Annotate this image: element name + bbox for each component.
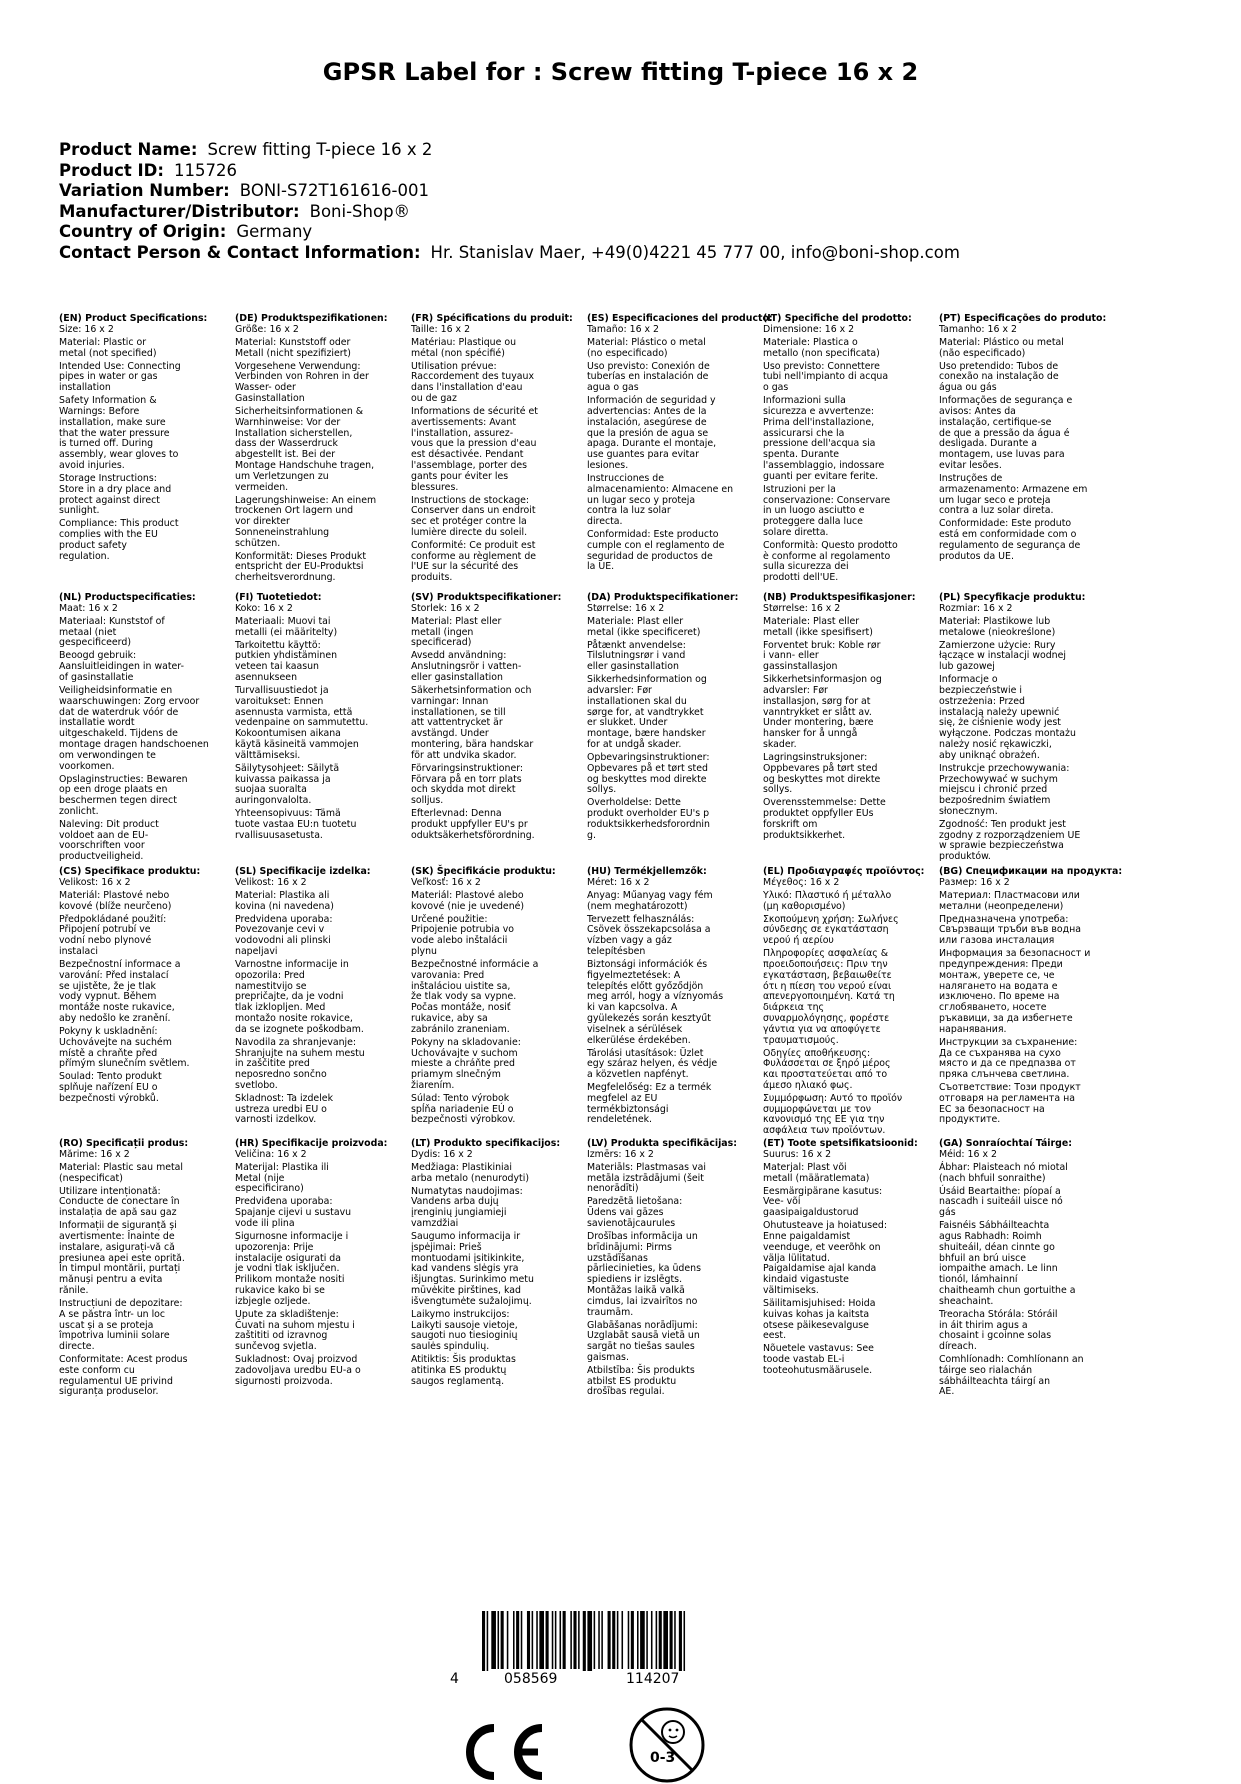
spec-paragraph: Biztonsági információk és figyelmeztetések: A telepítés előtt győződjön meg arról, hogy a víznyomás ki van kapcsolva. A gyülekezés során kesztyűt viselnek a sérülések elkerülése érdekében. <box>587 958 724 1046</box>
spec-paragraph: Anyag: Műanyag vagy fém (nem meghatározott) <box>587 889 713 912</box>
spec-paragraph: Material: Plástico o metal (no especificado) <box>587 336 706 359</box>
spec-paragraph: Størrelse: 16 x 2 <box>763 602 841 614</box>
spec-paragraph: Informacje o bezpieczeństwie i ostrzeżenia: Przed instalacją należy upewnić się, że ciśnienie wody jest wyłączone. Podczas montażu należy nosić rękawiczki, aby uniknąć obrażeń. <box>939 674 1076 761</box>
spec-paragraph: Opbevaringsinstruktioner: Opbevares på et tørt sted og beskyttes mod direkte sollys. <box>587 751 710 796</box>
barcode-bar <box>622 1611 624 1669</box>
spec-paragraph: Größe: 16 x 2 <box>235 323 299 335</box>
language-block <box>939 866 1123 1128</box>
language-block-title: (CS) Specifikace produktu: <box>59 866 201 877</box>
language-block <box>587 867 765 1128</box>
spec-paragraph: Informații de siguranță și avertismente: Înainte de instalare, asigurați-vă că presiunea apei este oprită. În timpul montării, purtați mănuși pentru a evita rănile. <box>59 1220 185 1296</box>
barcode-bar <box>679 1611 682 1671</box>
spec-paragraph: Bezpečnostní informace a varování: Před instalací se ujistěte, že je tlak vody vypnut. Během montáže noste rukavice, aby nedošlo ke zranění. <box>59 958 181 1024</box>
barcode-bar <box>532 1611 534 1669</box>
spec-paragraph: Velikost: 16 x 2 <box>59 876 131 888</box>
meta-label: Variation Number: <box>59 181 230 200</box>
meta-label: Product Name: <box>59 140 198 159</box>
spec-paragraph: Material: Plastic sau metal (nespecificat) <box>59 1161 184 1184</box>
barcode-bar <box>501 1611 504 1669</box>
barcode-bar <box>608 1611 611 1669</box>
spec-paragraph: Tárolási utasítások: Üzlet egy száraz helyen, és védje a közvetlen napfényt. <box>587 1047 718 1081</box>
spec-paragraph: Tamaño: 16 x 2 <box>587 323 660 335</box>
barcode-right-digits: 114207 <box>626 1671 680 1687</box>
spec-paragraph: Размер: 16 x 2 <box>939 876 1010 888</box>
meta-value: Screw fitting T-piece 16 x 2 <box>207 140 433 159</box>
spec-paragraph: Påtænkt anvendelse: Tilslutningsrør i vand eller gasinstallation <box>587 639 686 673</box>
barcode-lead-digit: 4 <box>450 1671 459 1687</box>
spec-paragraph: Storlek: 16 x 2 <box>411 602 480 614</box>
meta-value: 115726 <box>173 160 237 180</box>
spec-paragraph: Ohutusteave ja hoiatused: Enne paigaldamist veenduge, et veerõhk on välja lülitatud. Paigaldamise ajal kanda kindaid vigastuste vältimiseks. <box>763 1220 887 1296</box>
spec-paragraph: Tarkoitettu käyttö: putkien yhdistäminen veteen tai kaasun asennukseen <box>235 639 338 683</box>
spec-paragraph: Información de seguridad y advertencias: Antes de la instalación, asegúrese de que la presión de agua se apaga. Durante el montaje, use guantes para evitar lesiones. <box>587 395 717 471</box>
spec-paragraph: Conformidade: Este produto está em conformidade com o regulamento de segurança de produtos da UE. <box>939 518 1081 562</box>
spec-paragraph: Conformité: Ce produit est conforme au règlement de l'UE sur la sécurité des produits. <box>411 539 537 584</box>
spec-paragraph: Saugumo informacija ir įspėjimai: Prieš montuodami įsitikinkite, kad vandens slėgis yra išjungtas. Surinkimo metu mūvėkite pirštines, kad išvengtumėte sužalojimų. <box>411 1230 534 1307</box>
svg-text:0-3: 0-3 <box>650 1750 676 1766</box>
spec-paragraph: Bezpečnostné informácie a varovania: Pred inštaláciou uistite sa, že tlak vody sa vypne. Počas montáže, nosiť rukavice, aby sa zabránilo zraneniam. <box>411 958 539 1035</box>
spec-paragraph: Material: Plast eller metall (ingen specificerad) <box>411 615 502 649</box>
spec-paragraph: Materiaal: Kunststof of metaal (niet gespecificeerd) <box>59 615 165 649</box>
language-block-title: (HU) Termékjellemzők: <box>587 866 707 877</box>
meta-value: Boni-Shop® <box>309 201 411 221</box>
barcode-bar <box>546 1611 549 1669</box>
meta-label: Country of Origin: <box>59 222 227 241</box>
language-block-title: (FI) Tuotetiedot: <box>235 592 322 603</box>
spec-paragraph: Mărime: 16 x 2 <box>59 1148 130 1160</box>
language-block <box>763 314 941 586</box>
language-block <box>587 1139 765 1400</box>
spec-paragraph: Materiale: Plast eller metal (ikke specificeret) <box>587 615 701 638</box>
barcode-bar <box>601 1611 603 1669</box>
language-block <box>235 314 413 586</box>
spec-paragraph: Sikkerhedsinformation og advarsler: Før installationen skal du sørge for, at vandtrykket er slukket. Under montage, bære handsker for at undgå skader. <box>587 674 707 750</box>
spec-paragraph: Upute za skladištenje: Čuvati na suhom mjestu i zaštititi od izravnog sunčevog svjetla. <box>235 1308 355 1353</box>
spec-paragraph: Overholdelse: Dette produkt overholder EU's p roduktsikkerhedsforordnin g. <box>587 797 710 841</box>
spec-paragraph: Konformität: Dieses Produkt entspricht der EU-Produktsi cherheitsverordnung. <box>235 550 367 584</box>
spec-paragraph: Uso previsto: Connettere tubi nell'impianto di acqua o gas <box>763 360 889 394</box>
spec-paragraph: Určené použitie: Pripojenie potrubia vo vode alebo inštalácii plynu <box>411 913 515 957</box>
barcode-bar <box>684 1611 686 1671</box>
barcode-bar <box>617 1611 619 1669</box>
barcode-bar <box>674 1611 676 1669</box>
spec-paragraph: Förvaringsinstruktioner: Förvara på en torr plats och skydda mot direkt solljus. <box>411 762 524 807</box>
spec-paragraph: Materjal: Plast või metall (määratlemata) <box>763 1161 870 1184</box>
spec-paragraph: Material: Plastic or metal (not specified) <box>59 336 157 359</box>
barcode-bar <box>670 1611 673 1669</box>
meta-row <box>59 140 1199 161</box>
spec-paragraph: Material: Kunststoff oder Metall (nicht spezifiziert) <box>235 336 351 359</box>
language-block <box>939 1139 1117 1400</box>
spec-paragraph: Materiał: Plastikowe lub metalowe (nieokreślone) <box>939 615 1056 638</box>
spec-paragraph: Utilisation prévue: Raccordement des tuyaux dans l'installation d'eau ou de gaz <box>411 360 534 404</box>
spec-paragraph: Materijal: Plastika ili Metal (nije especificirano) <box>235 1161 329 1195</box>
spec-paragraph: Instrucțiuni de depozitare: A se păstra într- un loc uscat și a se proteja împotriva luminii solare directe. <box>59 1297 183 1353</box>
spec-paragraph: Intended Use: Connecting pipes in water or gas installation <box>59 360 181 394</box>
spec-paragraph: Informazioni sulla sicurezza e avvertenze: Prima dell'installazione, assicurarsi che la pressione dell'acqua sia spenta. Durante l'assemblaggio, indossare guanti per evitare ferite. <box>763 395 885 482</box>
meta-label: Product ID: <box>59 160 164 180</box>
spec-paragraph: Izmērs: 16 x 2 <box>587 1148 654 1160</box>
barcode-bar <box>587 1611 592 1671</box>
barcode-bar <box>578 1611 580 1669</box>
spec-paragraph: Material: Plástico ou metal (não especificado) <box>939 336 1064 359</box>
spec-paragraph: Sikkerhetsinformasjon og advarsler: Før installasjon, sørg for at vanntrykket er slått av. Under montering, bære hansker for å unngå skader. <box>763 674 882 750</box>
spec-paragraph: Koko: 16 x 2 <box>235 602 293 614</box>
spec-paragraph: Taille: 16 x 2 <box>411 323 471 335</box>
spec-paragraph: Naleving: Dit product voldoet aan de EU- voorschriften voor productveiligheid. <box>59 818 159 863</box>
meta-row <box>59 222 1199 243</box>
spec-paragraph: Πληροφορίες ασφαλείας & προειδοποιήσεις: Πριν την εγκατάσταση, βεβαιωθείτε ότι η πίεση του νερού είναι απενεργοποιημένη. Κατά τη διάρκεια της συναρμολόγησης, φορέστε γάντια για να αποφύγετε τραυματισμούς. <box>763 948 895 1046</box>
language-block-title: (ES) Especificaciones del producto: <box>587 313 773 324</box>
ce-mark-icon <box>454 1720 550 1784</box>
language-block-title: (SK) Špecifikácie produktu: <box>411 866 556 877</box>
spec-paragraph: Veiligheidsinformatie en waarschuwingen: Zorg ervoor dat de waterdruk vóór de installatie wordt uitgeschakeld. Tijdens de montage dragen handschoenen om verwondingen te voorkomen. <box>59 684 209 772</box>
barcode-bar <box>583 1611 586 1671</box>
barcode-bar <box>491 1611 496 1669</box>
meta-label: Contact Person & Contact Information: <box>59 242 421 262</box>
spec-paragraph: Instrucciones de almacenamiento: Almacene en un lugar seco y proteja contra la luz solar directa. <box>587 472 734 528</box>
spec-paragraph: Maat: 16 x 2 <box>59 602 118 614</box>
spec-paragraph: Μέγεθος: 16 x 2 <box>763 876 840 888</box>
meta-row <box>59 202 1199 223</box>
language-block <box>235 593 413 844</box>
barcode-bar <box>637 1611 639 1669</box>
barcode-bars <box>482 1611 740 1671</box>
spec-paragraph: Velikost: 16 x 2 <box>235 876 307 888</box>
language-block-title: (PL) Specyfikacje produktu: <box>939 592 1086 603</box>
spec-paragraph: Størrelse: 16 x 2 <box>587 602 665 614</box>
language-block-title: (LV) Produkta specifikācijas: <box>587 1138 737 1149</box>
language-block-title: (NB) Produktspesifikasjoner: <box>763 592 916 603</box>
spec-paragraph: Lagerungshinweise: An einem trockenen Ort lagern und vor direkter Sonneneinstrahlung schützen. <box>235 494 377 549</box>
page-title: GPSR Label for : Screw fitting T-piece 16 x 2 <box>322 58 919 86</box>
language-block-title: (PT) Especificações do produto: <box>939 313 1107 324</box>
language-block <box>235 1139 413 1390</box>
spec-paragraph: Overensstemmelse: Dette produktet oppfyller EUs forskrift om produktsikkerhet. <box>763 797 886 841</box>
barcode-left-digits: 058569 <box>504 1671 558 1687</box>
meta-label: Manufacturer/Distributor: <box>59 201 300 221</box>
spec-paragraph: Säkerhetsinformation och varningar: Innan installationen, se till att vattentrycket är avstängd. Under montering, bära handskar för att undvika skador. <box>411 684 534 761</box>
language-block-title: (DE) Produktspezifikationen: <box>235 313 388 324</box>
barcode-bar <box>536 1611 538 1669</box>
language-block-title: (SV) Produktspecifikationer: <box>411 592 562 603</box>
barcode-bar <box>570 1611 572 1669</box>
barcode-bar <box>513 1611 515 1669</box>
spec-paragraph: Информация за безопасност и предупреждения: Преди монтаж, уверете се, че налягането на водата е изключено. По време на сглобяването, носете ръкавици, за да избегнете наранявания. <box>939 948 1091 1035</box>
spec-paragraph: Veličina: 16 x 2 <box>235 1148 307 1160</box>
spec-paragraph: Informações de segurança e avisos: Antes da instalação, certifique-se de que a pressão da água é desligada. Durante a montagem, use luvas para evitar lesões. <box>939 395 1073 471</box>
spec-paragraph: Size: 16 x 2 <box>59 323 114 335</box>
barcode-bar <box>527 1611 530 1669</box>
spec-paragraph: Predviđena uporaba: Spajanje cijevi u sustavu vode ili plina <box>235 1196 352 1229</box>
spec-paragraph: Rozmiar: 16 x 2 <box>939 602 1013 614</box>
barcode-bar <box>521 1611 523 1669</box>
spec-paragraph: Sukladnost: Ovaj proizvod zadovoljava uredbu EU-a o sigurnosti proizvoda. <box>235 1354 361 1387</box>
spec-paragraph: Materiale: Plastica o metallo (non specificata) <box>763 336 880 359</box>
spec-paragraph: Materiál: Plastové nebo kovové (blíže neurčeno) <box>59 889 172 912</box>
spec-paragraph: Pokyny na skladovanie: Uchovávajte v suchom mieste a chráňte pred priamym slnečným žiarením. <box>411 1036 521 1091</box>
spec-paragraph: Instruções de armazenamento: Armazene em um lugar seco e proteja contra a luz solar direta. <box>939 472 1088 517</box>
language-block <box>59 314 237 565</box>
spec-paragraph: Treoracha Stórála: Stóráil in áit thirim agus a chosaint i gcoinne solas díreach. <box>939 1308 1058 1353</box>
barcode-bar <box>560 1611 562 1669</box>
language-block-title: (FR) Spécifications du produit: <box>411 313 573 324</box>
language-block-title: (HR) Specifikacije proizvoda: <box>235 1138 388 1149</box>
spec-paragraph: Conformitate: Acest produs este conform cu regulamentul UE privind siguranța produselor. <box>59 1354 188 1398</box>
spec-paragraph: Atitiktis: Šis produktas atitinka ES produktų saugos reglamentą. <box>411 1354 516 1387</box>
language-block-title: (LT) Produkto specifikacijos: <box>411 1138 561 1149</box>
spec-paragraph: Súlad: Tento výrobok spĺňa nariadenie EÚ o bezpečnosti výrobkov. <box>411 1092 516 1126</box>
spec-paragraph: Material: Plastika ali kovina (ni navedena) <box>235 889 334 912</box>
spec-paragraph: Medžiaga: Plastikiniai arba metalo (nenurodyti) <box>411 1161 529 1184</box>
spec-paragraph: Paredzētā lietošana: Ūdens vai gāzes savienotājcaurules <box>587 1196 683 1229</box>
spec-paragraph: Comhlíonadh: Comhlíonann an táirge seo rialachán sábháilteachta táirgí an AE. <box>939 1354 1084 1398</box>
spec-paragraph: Atbilstība: Šis produkts atbilst ES produktu drošības regulai. <box>587 1364 695 1398</box>
spec-paragraph: Laikymo instrukcijos: Laikyti sausoje vietoje, saugoti nuo tiesioginių saulės spindulių. <box>411 1308 518 1353</box>
barcode-bar <box>594 1611 596 1669</box>
barcode-bar <box>656 1611 658 1669</box>
spec-paragraph: Méid: 16 x 2 <box>939 1148 997 1160</box>
spec-paragraph: Eesmärgipärane kasutus: Vee- või gaasipaigaldustorud <box>763 1185 883 1219</box>
meta-row <box>59 161 1199 182</box>
meta-value: BONI-S72T161616-001 <box>239 181 429 200</box>
spec-paragraph: Предназначена употреба: Свързващи тръби във водна или газова инсталация <box>939 913 1081 947</box>
spec-paragraph: Säilitamisjuhised: Hoida kuivas kohas ja kaitsta otsese päikesevalguse eest. <box>763 1297 876 1342</box>
language-block <box>411 593 589 844</box>
spec-paragraph: Glabāšanas norādījumi: Uzglabāt sausā vietā un sargāt no tiešas saules gaismas. <box>587 1319 700 1363</box>
meta-row <box>59 181 1199 202</box>
barcode-bar <box>487 1611 489 1671</box>
spec-paragraph: Ábhar: Plaisteach nó miotal (nach bhfuil sonraithe) <box>939 1161 1068 1184</box>
spec-paragraph: Materiale: Plast eller metall (ikke spesifisert) <box>763 615 873 638</box>
meta-value: Germany <box>236 222 313 241</box>
spec-paragraph: Nõuetele vastavus: See toode vastab EL-i tooteohutusmäärusele. <box>763 1343 874 1376</box>
barcode-bar <box>507 1611 509 1669</box>
spec-paragraph: Megfelelőség: Ez a termék megfelel az EU termékbiztonsági rendeletének. <box>587 1082 712 1126</box>
spec-paragraph: Opslaginstructies: Bewaren op een droge plaats en beschermen tegen direct zonlicht. <box>59 773 188 817</box>
language-block <box>939 593 1117 865</box>
spec-paragraph: Veľkosť: 16 x 2 <box>411 876 481 888</box>
language-block-title: (GA) Sonraíochtaí Táirge: <box>939 1138 1072 1149</box>
spec-paragraph: Zgodność: Ten produkt jest zgodny z rozporządzeniem UE w sprawie bezpieczeństwa produktów. <box>939 818 1081 863</box>
spec-paragraph: Lagringsinstruksjoner: Oppbevares på tørt sted og beskyttes mot direkte sollys. <box>763 751 881 796</box>
spec-paragraph: Materiál: Plastové alebo kovové (nie je uvedené) <box>411 889 525 912</box>
spec-paragraph: Sigurnosne informacije i upozorenja: Prije instalacije osigurati da je vodni tlak isključen. Prilikom montaže nositi rukavice kako bi se izbjegle ozljede. <box>235 1230 349 1307</box>
spec-paragraph: Skladnost: Ta izdelek ustreza uredbi EU o varnosti izdelkov. <box>235 1092 334 1126</box>
spec-paragraph: Uso previsto: Conexión de tuberías en instalación de agua o gas <box>587 360 710 394</box>
language-block <box>939 314 1117 565</box>
barcode-bar <box>482 1611 485 1671</box>
language-block <box>763 1139 941 1379</box>
barcode-bar <box>563 1611 566 1669</box>
spec-paragraph: Úsáid Beartaithe: píopaí a nascadh i suiteáil uisce nó gás <box>939 1185 1063 1219</box>
language-block-title: (NL) Productspecificaties: <box>59 592 196 603</box>
spec-paragraph: Conformità: Questo prodotto è conforme al regolamento sulla sicurezza dei prodotti dell'UE. <box>763 539 898 584</box>
spec-paragraph: Instructions de stockage: Conserver dans un endroit sec et protéger contre la lumière directe du soleil. <box>411 494 536 538</box>
spec-paragraph: Συμμόρφωση: Αυτό το προϊόν συμμορφώνεται με τον κανονισμό της ΕΕ για την ασφάλεια των προϊόντων. <box>763 1092 903 1137</box>
language-block-title: (DA) Produktspecifikationer: <box>587 592 739 603</box>
spec-paragraph: Efterlevnad: Denna produkt uppfyller EU's pr oduktsäkerhetsförordning. <box>411 808 535 841</box>
barcode-bar <box>640 1611 645 1669</box>
language-block-title: (EL) Προδιαγραφές προϊόντος: <box>763 866 925 877</box>
spec-paragraph: Méret: 16 x 2 <box>587 876 650 888</box>
language-block-title: (IT) Specifiche del prodotto: <box>763 313 912 324</box>
spec-paragraph: Avsedd användning: Anslutningsrör i vatten- eller gasinstallation <box>411 650 522 683</box>
spec-paragraph: Matériau: Plastique ou métal (non spécifié) <box>411 336 517 359</box>
spec-paragraph: Sicherheitsinformationen & Warnhinweise: Vor der Installation sicherstellen, dass der Wasserdruck abgestellt ist. Bei der Montage Handschuhe tragen, um Verletzungen zu vermeiden. <box>235 405 375 493</box>
spec-paragraph: Numatytas naudojimas: Vandens arba dujų įrenginių jungiamieji vamzdžiai <box>411 1185 523 1229</box>
language-block <box>59 867 237 1107</box>
spec-paragraph: Οδηγίες αποθήκευσης: Φυλάσσεται σε ξηρό μέρος και προστατεύεται από το άμεσο ηλιακό φως. <box>763 1047 891 1091</box>
spec-paragraph: Dydis: 16 x 2 <box>411 1148 473 1160</box>
spec-paragraph: Forventet bruk: Koble rør i vann- eller gassinstallasjon <box>763 639 881 673</box>
barcode-bar <box>631 1611 634 1669</box>
not-for-children-0-3-icon <box>628 1706 706 1784</box>
spec-paragraph: Faisnéis Sábháilteachta agus Rabhadh: Roimh shuiteáil, déan cinnte go bhfuil an brú uisce iompaithe amach. Le linn tionól, lámhainní chaitheamh chun gortuithe a sheachaint. <box>939 1220 1076 1307</box>
language-block-title: (SL) Specifikacije izdelka: <box>235 866 371 877</box>
barcode-bar <box>651 1611 653 1669</box>
language-block-title: (BG) Спецификации на продукта: <box>939 866 1123 877</box>
language-block <box>763 867 941 1139</box>
language-block <box>411 1139 589 1390</box>
spec-paragraph: Säilytysohjeet: Säilytä kuivassa paikassa ja suojaa suoralta auringonvalolta. <box>235 762 340 807</box>
spec-paragraph: Předpokládané použití: Připojení potrubí ve vodní nebo plynové instalaci <box>59 913 167 957</box>
spec-paragraph: Istruzioni per la conservazione: Conservare in un luogo asciutto e proteggere dalla luce solare diretta. <box>763 483 891 538</box>
language-block <box>411 314 589 586</box>
spec-paragraph: Beoogd gebruik: Aansluitleidingen in water- of gasinstallatie <box>59 650 184 683</box>
spec-paragraph: Suurus: 16 x 2 <box>763 1148 832 1160</box>
spec-paragraph: Vorgesehene Verwendung: Verbinden von Rohren in der Wasser- oder Gasinstallation <box>235 360 369 404</box>
spec-paragraph: Predvidena uporaba: Povezovanje cevi v vodovodni ali plinski napeljavi <box>235 913 333 957</box>
barcode-bar <box>552 1611 554 1669</box>
spec-paragraph: Zamierzone użycie: Rury łączące w instalacji wodnej lub gazowej <box>939 639 1066 673</box>
barcode-bar <box>539 1611 544 1669</box>
product-meta <box>59 140 1199 263</box>
spec-paragraph: Instrukcje przechowywania: Przechowywać w suchym miejscu i chronić przed bezpośrednim światłem słonecznym. <box>939 762 1070 817</box>
barcode <box>450 1611 740 1695</box>
spec-paragraph: Pokyny k uskladnění: Uchovávejte na suchém místě a chraňte před přímým slunečním světlem. <box>59 1025 190 1070</box>
language-block <box>59 593 237 865</box>
barcode-bar <box>516 1611 519 1669</box>
meta-row <box>59 243 1199 264</box>
language-block <box>411 867 589 1128</box>
spec-paragraph: Materiaali: Muovi tai metalli (ei määritelty) <box>235 615 338 638</box>
spec-paragraph: Инструкции за съхранение: Да се съхранява на сухо място и да се предпазва от пряка слънчева светлина. <box>939 1036 1078 1081</box>
spec-paragraph: Storage Instructions: Store in a dry place and protect against direct sunlight. <box>59 472 172 517</box>
spec-paragraph: Υλικό: Πλαστικό ή μέταλλο (μη καθορισμένο) <box>763 889 892 912</box>
spec-paragraph: Navodila za shranjevanje: Shranjujte na suhem mestu in zaščitite pred neposredno sončno svetlobo. <box>235 1036 365 1091</box>
spec-paragraph: Tervezett felhasználás: Csövek összekapcsolása a vízben vagy a gáz telepítésben <box>587 913 711 957</box>
barcode-bar <box>498 1611 500 1669</box>
spec-paragraph: Tamanho: 16 x 2 <box>939 323 1017 335</box>
spec-paragraph: Yhteensopivuus: Tämä tuote vastaa EU:n tuotetu rvallisuusasetusta. <box>235 808 357 841</box>
spec-paragraph: Soulad: Tento produkt splňuje nařízení EU o bezpečnosti výrobků. <box>59 1071 162 1104</box>
language-block-title: (RO) Specificații produs: <box>59 1138 189 1149</box>
language-block-title: (EN) Product Specifications: <box>59 313 208 324</box>
barcode-bar <box>646 1611 648 1669</box>
barcode-bar <box>573 1611 576 1669</box>
spec-paragraph: Varnostne informacije in opozorila: Pred namestitvijo se prepričajte, da je vodni tlak izklopljen. Med montažo nosite rokavice, da se izognete poškodbam. <box>235 958 364 1035</box>
barcode-bar <box>555 1611 557 1669</box>
spec-paragraph: Utilizare intenționată: Conducte de conectare în instalația de apă sau gaz <box>59 1185 180 1219</box>
spec-paragraph: Turvallisuustiedot ja varoitukset: Ennen asennusta varmista, että vedenpaine on sammutettu. Kokoontumisen aikana käytä käsineitä vammojen välttämiseksi. <box>235 684 369 761</box>
spec-paragraph: Drošības informācija un brīdinājumi: Pirms uzstādīšanas pārliecinieties, ka ūdens spiediens ir izslēgts. Montāžas laikā valkā cimdus, lai izvairītos no traumām. <box>587 1230 701 1318</box>
spec-paragraph: Uso pretendido: Tubos de conexão na instalação de água ou gás <box>939 360 1059 394</box>
language-block <box>763 593 941 844</box>
language-block <box>587 313 773 575</box>
language-block <box>235 867 413 1128</box>
language-block <box>59 1139 237 1400</box>
spec-paragraph: Compliance: This product complies with the EU product safety regulation. <box>59 518 179 562</box>
spec-paragraph: Съответствие: Този продукт отговаря на регламента на ЕС за безопасност на продуктите. <box>939 1082 1081 1126</box>
barcode-bar <box>612 1611 615 1669</box>
language-block-title: (ET) Toote spetsifikatsioonid: <box>763 1138 918 1149</box>
spec-paragraph: Conformidad: Este producto cumple con el reglamento de seguridad de productos de la UE. <box>587 529 725 573</box>
spec-paragraph: Материал: Пластмасови или метални (неопределени) <box>939 889 1080 912</box>
spec-paragraph: Dimensione: 16 x 2 <box>763 323 855 335</box>
language-block <box>587 593 765 844</box>
spec-paragraph: Σκοπούμενη χρήση: Σωλήνες σύνδεσης σε εγκατάσταση νερού ή αερίου <box>763 913 899 947</box>
spec-paragraph: Materiāls: Plastmasas vai metāla izstrādājumi (šeit nenorādīti) <box>587 1161 706 1195</box>
spec-paragraph: Safety Information & Warnings: Before installation, make sure that the water pressure is turned off. During assembly, wear gloves to avoid injuries. <box>59 395 179 471</box>
meta-value: Hr. Stanislav Maer, +49(0)4221 45 777 00, info@boni-shop.com <box>430 242 960 262</box>
spec-paragraph: Informations de sécurité et avertissements: Avant l'installation, assurez- vous que la pression d'eau est désactivée. Pendant l'assemblage, porter des gants pour éviter les blessures. <box>411 405 538 493</box>
barcode-bar <box>628 1611 630 1669</box>
barcode-bar <box>663 1611 668 1669</box>
barcode-bar <box>598 1611 600 1669</box>
barcode-bar <box>659 1611 662 1669</box>
